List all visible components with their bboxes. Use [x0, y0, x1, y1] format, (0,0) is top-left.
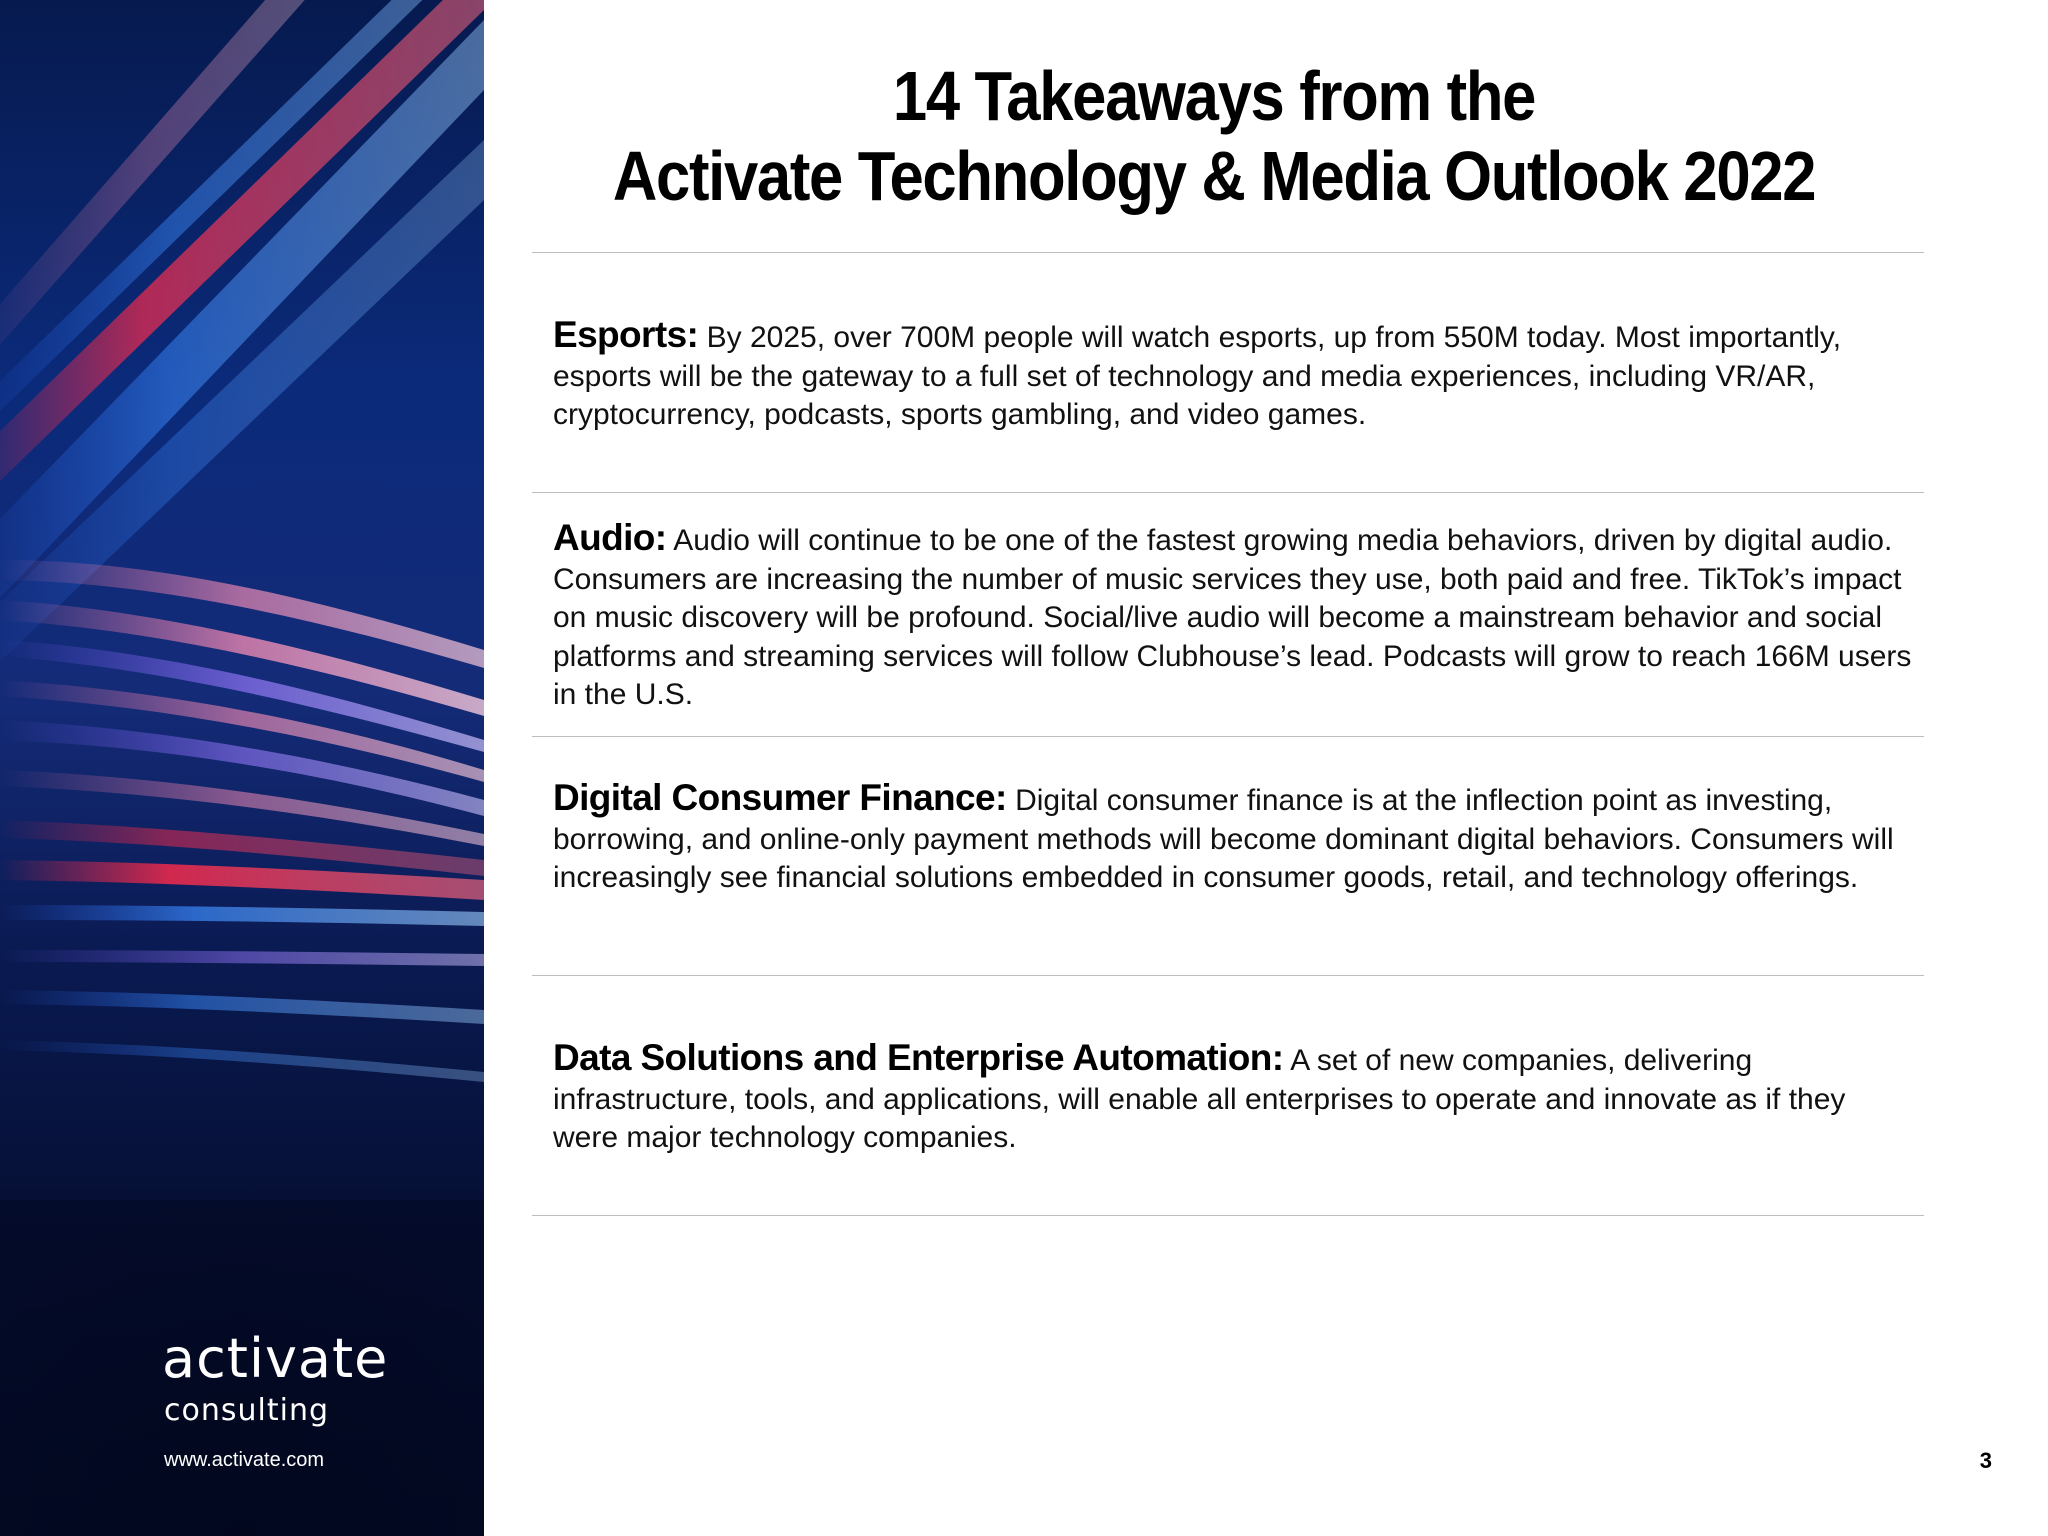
divider: [532, 736, 1924, 737]
takeaway-esports: [553, 316, 1913, 435]
takeaway-body: Digital consumer finance is at the inflection point as investing, borrowing, and online-only payment methods will become dominant digital behaviors. Consumers will increasingly see financial solutions embedded in consumer goods, retail, and technology offerings.: [553, 784, 1894, 894]
page-title-line-1: 14 Takeaways from the: [892, 57, 1536, 135]
activate-logo: [66, 1290, 426, 1480]
takeaway-body: Audio will continue to be one of the fastest growing media behaviors, driven by digital audio. Consumers are increasing the number of music services they use, both paid and free. TikTok’s impact on music discovery will be profound. Social/live audio will become a mainstream behavior and social platforms and streaming services will follow Clubhouse’s lead. Podcasts will grow to reach 166M users in the U.S.: [553, 524, 1912, 711]
takeaway-body: By 2025, over 700M people will watch esports, up from 550M today. Most importantly, esports will be the gateway to a full set of technology and media experiences, including VR/AR, cryptocurrency, podcasts, sports gambling, and video games.: [553, 321, 1842, 431]
logo-subtitle: consulting: [164, 1393, 329, 1428]
takeaway-heading: Data Solutions and Enterprise Automation:: [553, 1037, 1284, 1078]
takeaway-body: A set of new companies, delivering infrastructure, tools, and applications, will enable all enterprises to operate and innovate as if they were major technology companies.: [553, 1044, 1846, 1154]
divider: [532, 975, 1924, 976]
page-title-line-2: Activate Technology & Media Outlook 2022: [612, 137, 1816, 215]
divider: [532, 252, 1924, 253]
website-url: www.activate.com: [164, 1449, 325, 1471]
logo-wordmark: activate: [162, 1327, 389, 1390]
divider: [532, 492, 1924, 493]
side-image-panel: [0, 0, 484, 1536]
page-number: 3: [1979, 1448, 1992, 1473]
takeaway-audio: [553, 519, 1913, 715]
takeaway-heading: Audio:: [553, 517, 667, 558]
page-title: [484, 56, 1944, 216]
takeaway-data-solutions: [553, 1039, 1853, 1158]
takeaway-heading: Digital Consumer Finance:: [553, 777, 1007, 818]
divider: [532, 1215, 1924, 1216]
takeaway-digital-consumer-finance: [553, 779, 1913, 898]
takeaway-heading: Esports:: [553, 314, 699, 355]
